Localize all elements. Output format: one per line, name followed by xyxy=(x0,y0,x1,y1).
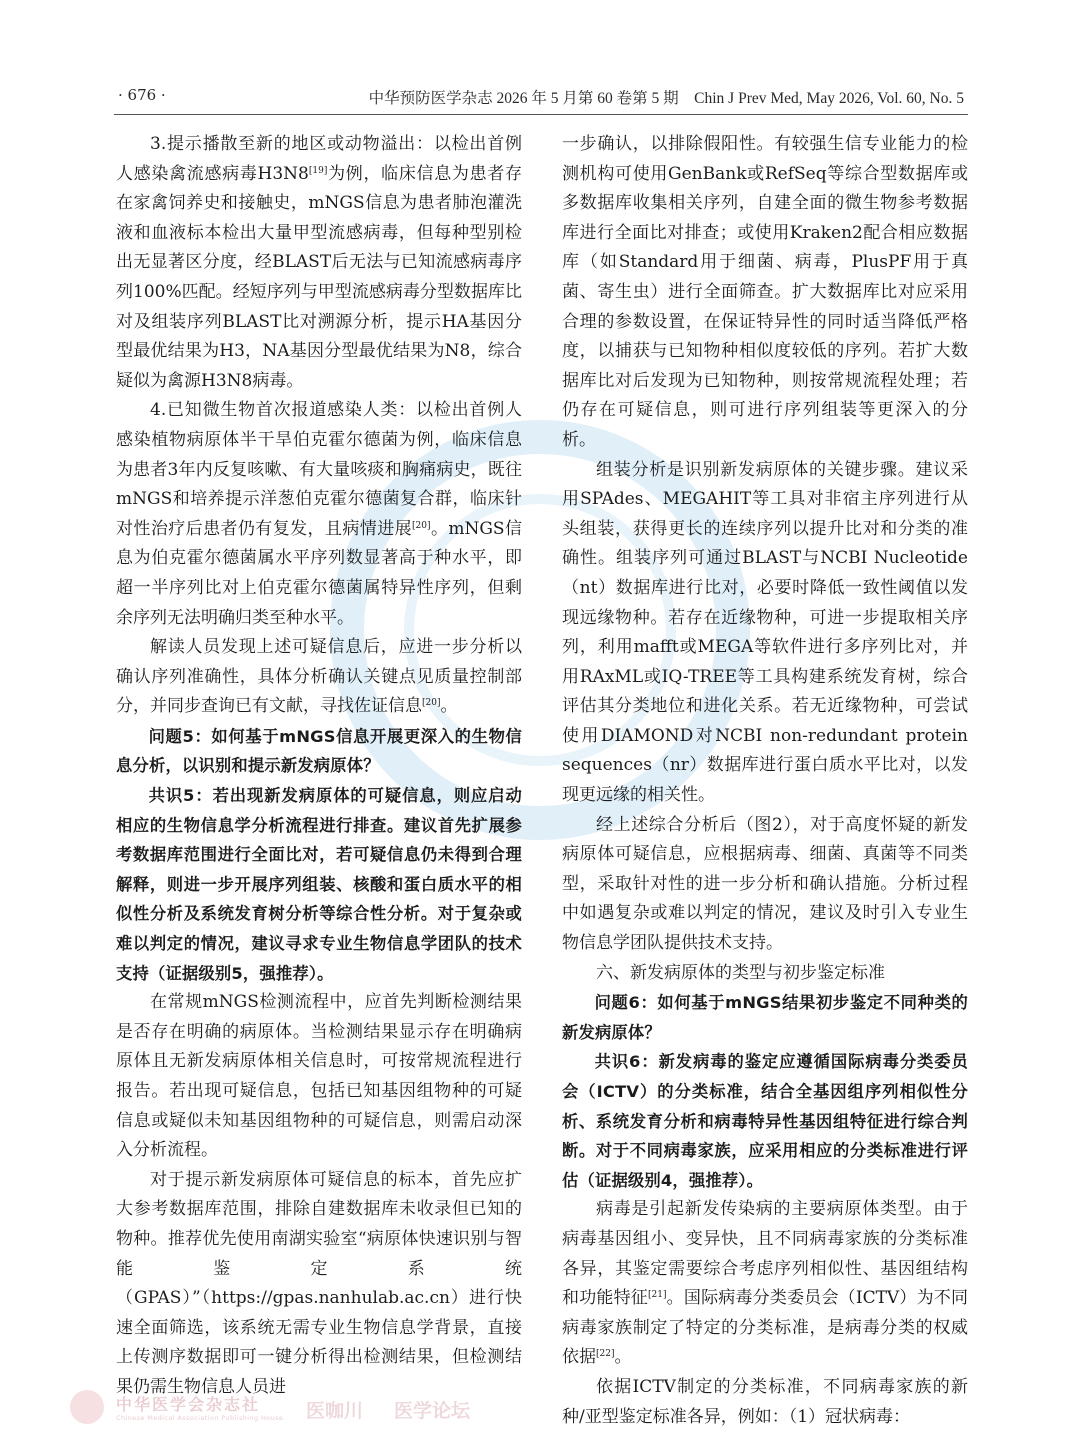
consensus-5: 共识5：若出现新发病原体的可疑信息，则应启动相应的生物信息学分析流程进行排查。建议首先扩展参考数据库范围进行全面比对，若可疑信息仍未得到合理解释，则进一步开展序列组装、核酸和蛋白质水平的相似性分析及系统发育树分析等综合性分析。对于复杂或难以判定的情况，建议寻求专业生物信息学团队的技术支持（证据级别5，强推荐）。 xyxy=(116,786,522,983)
citation: [22] xyxy=(596,1349,615,1360)
page-number: · 676 · xyxy=(118,86,166,104)
question-5: 问题5：如何基于mNGS信息开展更深入的生物信息分析，以识别和提示新发病原体？ xyxy=(116,726,522,776)
paragraph: 解读人员发现上述可疑信息后，应进一步分析以确认序列准确性，具体分析确认关键点见质量控制部分，并同步查询已有文献，寻找佐证信息[20]。 xyxy=(116,637,522,717)
footer-tag: 医学论坛 xyxy=(394,1400,471,1422)
paragraph: 经上述综合分析后（图2），对于高度怀疑的新发病原体可疑信息，应根据病毒、细菌、真菌等不同类型，采取针对性的进一步分析和确认措施。分析过程中如遇复杂或难以判定的情况，建议及时引入专业生物信息学团队提供技术支持。 xyxy=(562,814,968,954)
left-column xyxy=(116,130,522,1403)
paragraph: 在常规mNGS检测流程中，应首先判断检测结果是否存在明确的病原体。当检测结果显示存在明确病原体且无新发病原体相关信息时，可按常规流程进行报告。若出现可疑信息，包括已知基因组物种的可疑信息或疑似未知基因组物种的可疑信息，则需启动深入分析流程。 xyxy=(116,992,522,1161)
consensus-6: 共识6：新发病毒的鉴定应遵循国际病毒分类委员会（ICTV）的分类标准，结合全基因组序列相似性分析、系统发育分析和病毒特异性基因组特征进行综合判断。对于不同病毒家族，应采用相应的分类标准进行评估（证据级别4，强推荐）。 xyxy=(562,1052,968,1190)
paragraph: 一步确认，以排除假阳性。有较强生信专业能力的检测机构可使用GenBank或RefSeq等综合型数据库或多数据库收集相关序列，自建全面的微生物参考数据库进行全面比对排查；或使用Kraken2配合相应数据库（如Standard用于细菌、病毒，PlusPF用于真菌、寄生虫）进行全面筛查。扩大数据库比对应采用合理的参数设置，在保证特异性的同时适当降低严格度，以捕获与已知物种相似度较低的序列。若扩大数据库比对后发现为已知物种，则按常规流程处理；若仍存在可疑信息，则可进行序列组装等更深入的分析。 xyxy=(562,134,968,450)
paragraph: 3.提示播散至新的地区或动物溢出：以检出首例人感染禽流感病毒H3N8[19]为例，临床信息为患者存在家禽饲养史和接触史，mNGS信息为患者肺泡灌洗液和血液标本检出大量甲型流感病毒，但每种型别检出无显著区分度，经BLAST后无法与已知流感病毒序列100%匹配。经短序列与甲型流感病毒分型数据库比对及组装序列BLAST比对溯源分析，提示HA基因分型最优结果为H3，NA基因分型最优结果为N8，综合疑似为禽源H3N8病毒。 xyxy=(116,134,523,391)
citation: [21] xyxy=(648,1290,667,1301)
citation: [19] xyxy=(308,165,328,176)
paragraph: 对于提示新发病原体可疑信息的标本，首先应扩大参考数据库范围，排除自建数据库未收录但已知的物种。推荐优先使用南湖实验室“病原体快速识别与智能鉴定系统（GPAS）”（https://gpas.nanhulab.ac.cn）进行快速全面筛选，该系统无需专业生物信息学背景，直接上传测序数据即可一键分析得出检测结果，但检测结果仍需生物信息人员进 xyxy=(116,1169,522,1397)
publisher-name-en: Chinese Medical Association Publishing House xyxy=(116,1414,284,1422)
citation: [20] xyxy=(422,698,441,709)
publisher-logo-icon xyxy=(70,1390,104,1424)
publisher-name: 中华医学会杂志社 xyxy=(116,1395,261,1414)
paragraph: 组装分析是识别新发病原体的关键步骤。建议采用SPAdes、MEGAHIT等工具对非宿主序列进行从头组装，获得更长的连续序列以提升比对和分类的准确性。组装序列可通过BLAST与NCBI Nucleotide（nt）数据库进行比对，必要时降低一致性阈值以发现远缘物种。若存在近缘物种，可进一步提取相关序列，利用mafft或MEGA等软件进行多序列比对，并用RAxML或IQ-TREE等工具构建系统发育树，综合评估其分类地位和进化关系。若无近缘物种，可尝试使用DIAMOND对NCBI non-redundant protein sequences（nr）数据库进行蛋白质水平比对，以发现更远缘的相关性。 xyxy=(562,459,968,806)
page-header xyxy=(0,86,1080,112)
question-6: 问题6：如何基于mNGS结果初步鉴定不同种类的新发病原体？ xyxy=(562,993,968,1042)
running-head: 中华预防医学杂志 2026 年 5 月第 60 卷第 5 期 Chin J Prev Med, May 2026, Vol. 60, No. 5 xyxy=(368,90,964,107)
header-rule xyxy=(114,114,968,115)
right-column xyxy=(562,130,968,1432)
section-heading: 六、新发病原体的类型与初步鉴定标准 xyxy=(596,962,885,983)
footer-tag: 医咖川 xyxy=(306,1400,364,1422)
citation: [20] xyxy=(412,520,431,531)
paragraph: 4.已知微生物首次报道感染人类：以检出首例人感染植物病原体半干旱伯克霍尔德菌为例，临床信息为患者3年内反复咳嗽、有大量咳痰和胸痛病史，既往mNGS和培养提示洋葱伯克霍尔德菌复合群，临床针对性治疗后患者仍有复发，且病情进展[20]。mNGS信息为伯克霍尔德菌属水平序列数显著高于种水平，即超一半序列比对上伯克霍尔德菌属特异性序列，但剩余序列无法明确归类至种水平。 xyxy=(116,400,522,628)
paragraph: 病毒是引起新发传染病的主要病原体类型。由于病毒基因组小、变异快，且不同病毒家族的分类标准各异，其鉴定需要综合考虑序列相似性、基因组结构和功能特征[21]。国际病毒分类委员会（ICTV）为不同病毒家族制定了特定的分类标准，是病毒分类的权威依据[22]。 xyxy=(562,1199,969,1368)
publisher-watermark xyxy=(70,1390,590,1430)
paragraph: 依据ICTV制定的分类标准，不同病毒家族的新种/亚型鉴定标准各异，例如：（1）冠状病毒： xyxy=(562,1376,968,1427)
